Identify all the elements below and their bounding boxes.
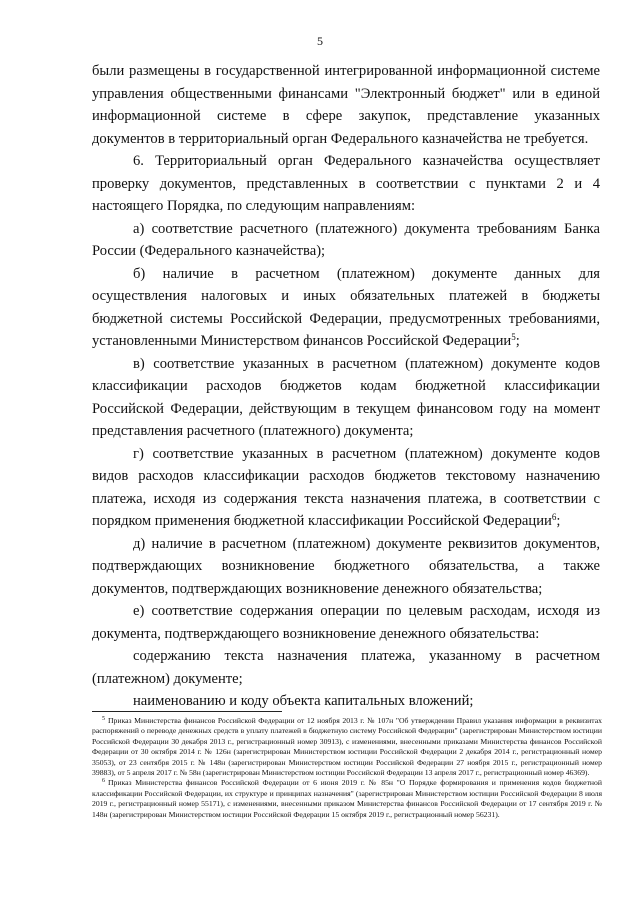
footnote-ref-5[interactable]: 5 (511, 332, 516, 342)
footnote-divider (92, 711, 282, 712)
body-text (92, 60, 600, 713)
paragraph-item-6: 6. Территориальный орган Федерального казначейства осуществляет проверку документов, представленных в соответствии с пунктами 2 и 4 настоящего Порядка, по следующим направлениям: (92, 153, 600, 214)
paragraph-subitem-2: наименованию и коду объекта капитальных вложений; (133, 693, 474, 709)
paragraph-item-a: а) соответствие расчетного (платежного) документа требованиям Банка России (Федерального казначейства); (92, 220, 600, 259)
footnote-ref-6[interactable]: 6 (551, 512, 557, 522)
page-number: 5 (317, 34, 323, 48)
footnote-marker-6: 6 (102, 778, 105, 785)
paragraph-item-e: е) соответствие содержания операции по целевым расходам, исходя из документа, подтверждающего возникновение денежного обязательства: (92, 603, 600, 642)
footnotes (92, 716, 602, 820)
footnote-6: $^6$ Приказ Министерства финансов Российской Федерации от 6 июня 2019 г. № 85н "О Порядке формирования и применения кодов бюджетной классификации Российской Федерации, их структуре и принципах назначения" (зарегистрирован Министерством юстиции Российской Федерации 8 июля 2019 г., регистрационный номер 55171), с изменениями, внесенными приказом Министерства финансов Российской Федерации от 17 сентября 2019 г. № 148н (зарегистрирован Министерством юстиции Российской Федерации 15 октября 2019 г., регистрационный номер 56231). (92, 778, 602, 819)
paragraph-subitem-1: содержанию текста назначения платежа, указанному в расчетном (платежном) документе; (92, 648, 600, 687)
paragraph-continuation: были размещены в государственной интегрированной информационной системе управления общественными финансами "Электронный бюджет" или в единой информационной системе в сфере закупок, представление указанных документов в территориальный орган Федерального казначейства не требуется. (92, 63, 600, 147)
paragraph-item-v: в) соответствие указанных в расчетном (платежном) документе кодов классификации расходов бюджетов кодам бюджетной классификации Российской Федерации, действующим в текущем финансовом году на момент представления расчетного (платежного) документа; (92, 355, 600, 439)
footnote-marker-5: 5 (102, 716, 105, 722)
paragraph-item-d: д) наличие в расчетном (платежном) документе реквизитов документов, подтверждающих возникновение бюджетного обязательства, а также документов, подтверждающих возникновение денежного обязательства; (92, 535, 600, 597)
paragraph-item-b: б) наличие в расчетном (платежном) документе данных для осуществления налоговых и иных обязательных платежей в бюджеты бюджетной системы Российской Федерации, предусмотренных требованиями, установленными Министерством финансов Российской Федерации$^5$; (92, 265, 600, 349)
paragraph-item-g: г) соответствие указанных в расчетном (платежном) документе кодов видов расходов классификации расходов бюджетов текстовому назначению платежа, исходя из содержания текста назначения платежа, в соответствии с порядком применения бюджетной классификации Российской Федерации$^6$; (92, 445, 600, 529)
footnote-5: $^5$ Приказ Министерства финансов Российской Федерации от 12 ноября 2013 г. № 107н "Об утверждении Правил указания информации в реквизитах распоряжений о переводе денежных средств в уплату платежей в бюджетную систему Российской Федерации" (зарегистрирован Министерством юстиции Российской Федерации 30 декабря 2013 г., регистрационный номер 30913), с изменениями, внесенными приказами Министерства финансов Российской Федерации от 30 октября 2014 г. № 126н (зарегистрирован Министерством юстиции Российской Федерации 2 декабря 2014 г., регистрационный номер 35053), от 23 сентября 2015 г. № 148н (зарегистрирован Министерством юстиции Российской Федерации 27 ноября 2015 г., регистрационный номер 39883), от 5 апреля 2017 г. № 58н (зарегистрирован Министерством юстиции Российской Федерации 13 апреля 2017 г., регистрационный номер 46369). (92, 716, 602, 778)
